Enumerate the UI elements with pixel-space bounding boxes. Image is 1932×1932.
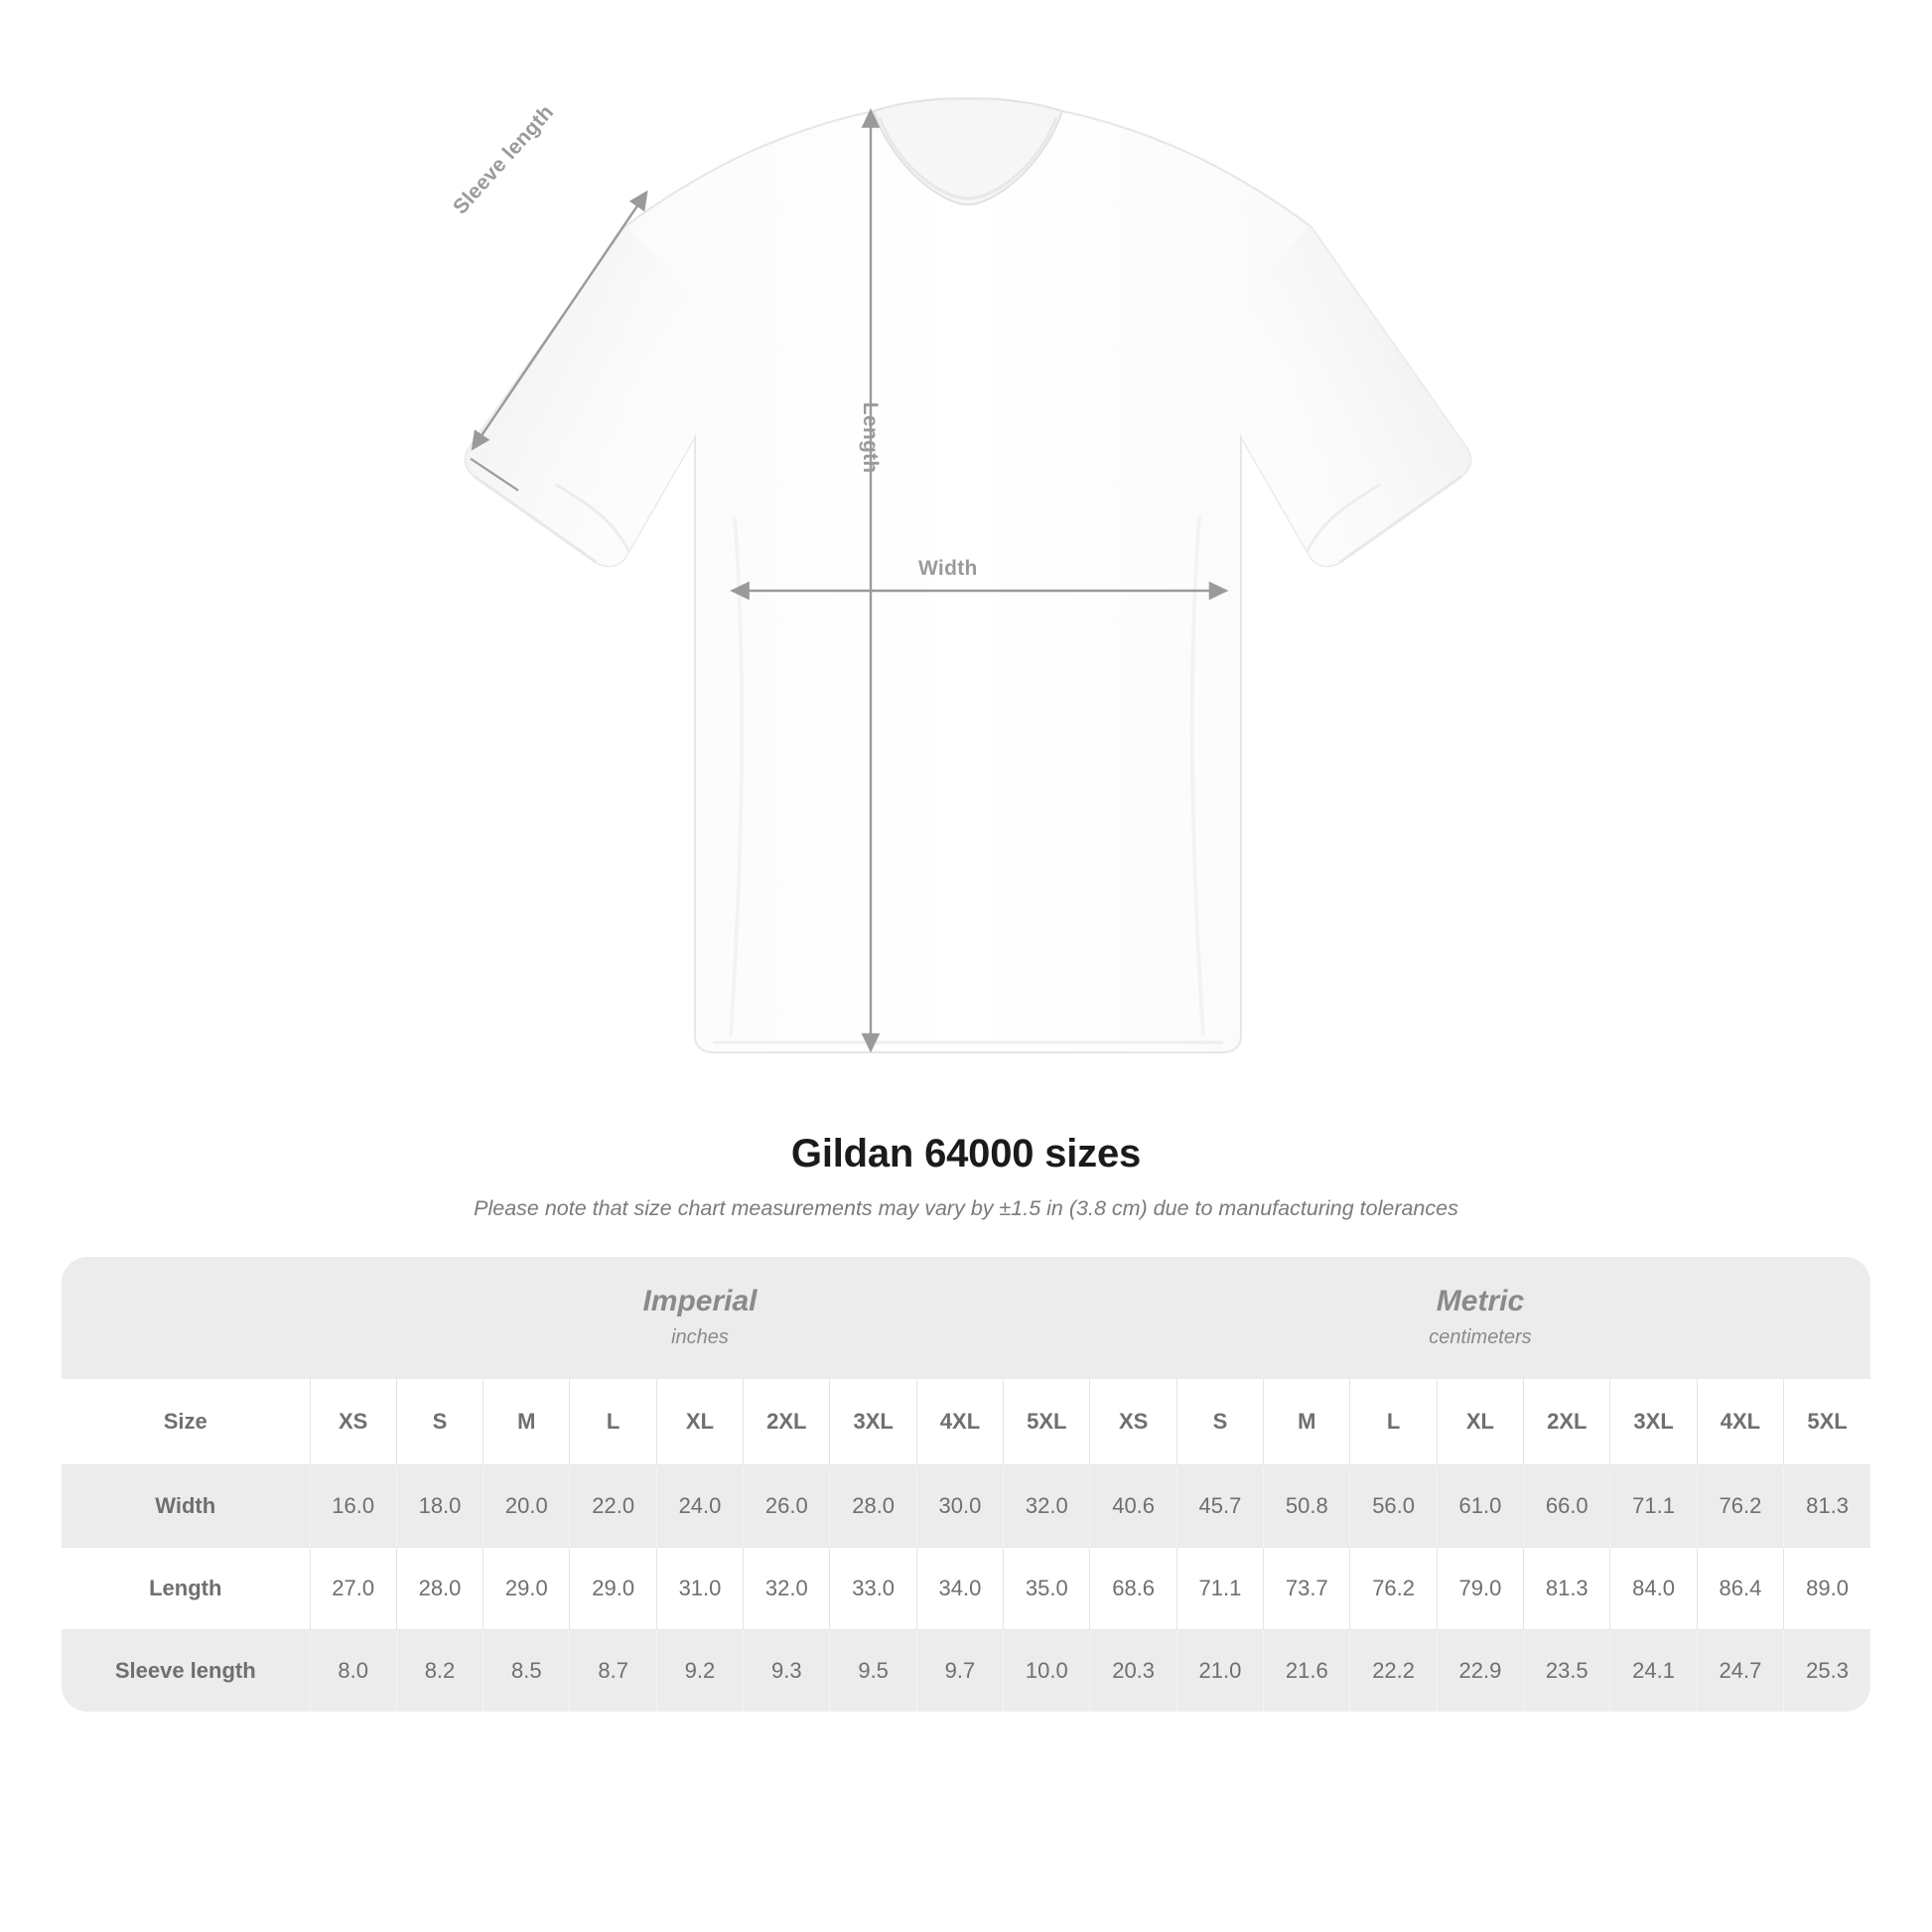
measurement-value: 28.0 bbox=[396, 1547, 483, 1629]
measurement-value: 27.0 bbox=[310, 1547, 396, 1629]
measurement-value: 16.0 bbox=[310, 1464, 396, 1547]
measurement-value: 9.5 bbox=[830, 1629, 916, 1712]
size-header-cell: 5XL bbox=[1004, 1379, 1090, 1465]
measurement-value: 84.0 bbox=[1610, 1547, 1697, 1629]
title-block bbox=[0, 1132, 1932, 1221]
size-table bbox=[62, 1257, 1870, 1712]
system-header-metric bbox=[1090, 1257, 1870, 1379]
measurement-value: 9.7 bbox=[916, 1629, 1003, 1712]
measurement-value: 21.0 bbox=[1176, 1629, 1263, 1712]
system-header-imperial bbox=[310, 1257, 1090, 1379]
measurement-value: 9.3 bbox=[744, 1629, 830, 1712]
measurement-value: 86.4 bbox=[1697, 1547, 1783, 1629]
measurement-value: 73.7 bbox=[1264, 1547, 1350, 1629]
size-header-cell: 3XL bbox=[830, 1379, 916, 1465]
size-header-cell: XL bbox=[656, 1379, 743, 1465]
size-table-wrapper bbox=[62, 1257, 1870, 1712]
measurement-value: 20.3 bbox=[1090, 1629, 1176, 1712]
measurement-value: 20.0 bbox=[483, 1464, 570, 1547]
length-label: Length bbox=[859, 402, 882, 474]
size-header-cell: 3XL bbox=[1610, 1379, 1697, 1465]
measurement-value: 68.6 bbox=[1090, 1547, 1176, 1629]
measurement-value: 22.2 bbox=[1350, 1629, 1437, 1712]
measurement-value: 8.5 bbox=[483, 1629, 570, 1712]
size-header-cell: L bbox=[1350, 1379, 1437, 1465]
size-header-row bbox=[62, 1379, 1870, 1465]
measurement-value: 31.0 bbox=[656, 1547, 743, 1629]
measurement-value: 25.3 bbox=[1784, 1629, 1870, 1712]
measurement-value: 35.0 bbox=[1004, 1547, 1090, 1629]
measurement-value: 76.2 bbox=[1350, 1547, 1437, 1629]
measurement-value: 18.0 bbox=[396, 1464, 483, 1547]
size-header-cell: S bbox=[1176, 1379, 1263, 1465]
size-header-cell: 2XL bbox=[744, 1379, 830, 1465]
measurement-value: 21.6 bbox=[1264, 1629, 1350, 1712]
measurement-label: Sleeve length bbox=[62, 1629, 310, 1712]
measurement-value: 89.0 bbox=[1784, 1547, 1870, 1629]
measurement-value: 10.0 bbox=[1004, 1629, 1090, 1712]
measurement-value: 66.0 bbox=[1524, 1464, 1610, 1547]
measurement-value: 22.0 bbox=[570, 1464, 656, 1547]
measurement-label: Width bbox=[62, 1464, 310, 1547]
measurement-value: 81.3 bbox=[1784, 1464, 1870, 1547]
measurement-value: 29.0 bbox=[570, 1547, 656, 1629]
measurement-value: 8.2 bbox=[396, 1629, 483, 1712]
measurement-value: 34.0 bbox=[916, 1547, 1003, 1629]
width-label: Width bbox=[918, 557, 978, 580]
measurement-value: 71.1 bbox=[1610, 1464, 1697, 1547]
measurement-value: 26.0 bbox=[744, 1464, 830, 1547]
measurement-value: 8.7 bbox=[570, 1629, 656, 1712]
system-unit-metric: centimeters bbox=[1429, 1325, 1532, 1348]
table-row bbox=[62, 1547, 1870, 1629]
size-header-cell: M bbox=[483, 1379, 570, 1465]
sleeve-length-label: Sleeve length bbox=[449, 100, 559, 219]
measurement-value: 81.3 bbox=[1524, 1547, 1610, 1629]
measurement-value: 50.8 bbox=[1264, 1464, 1350, 1547]
measurement-value: 56.0 bbox=[1350, 1464, 1437, 1547]
measurement-value: 29.0 bbox=[483, 1547, 570, 1629]
measurement-value: 61.0 bbox=[1437, 1464, 1523, 1547]
measurement-value: 24.0 bbox=[656, 1464, 743, 1547]
size-header-cell: 2XL bbox=[1524, 1379, 1610, 1465]
measurement-value: 9.2 bbox=[656, 1629, 743, 1712]
measurement-value: 76.2 bbox=[1697, 1464, 1783, 1547]
measurement-value: 28.0 bbox=[830, 1464, 916, 1547]
system-unit-imperial: inches bbox=[671, 1325, 729, 1348]
measurement-value: 30.0 bbox=[916, 1464, 1003, 1547]
size-header-cell: M bbox=[1264, 1379, 1350, 1465]
measurement-value: 24.7 bbox=[1697, 1629, 1783, 1712]
measurement-value: 32.0 bbox=[1004, 1464, 1090, 1547]
measurement-value: 8.0 bbox=[310, 1629, 396, 1712]
size-header-cell: 4XL bbox=[916, 1379, 1003, 1465]
table-corner-cell bbox=[62, 1257, 310, 1379]
size-header-cell: L bbox=[570, 1379, 656, 1465]
size-header-cell: XS bbox=[310, 1379, 396, 1465]
page-title: Gildan 64000 sizes bbox=[790, 1132, 1142, 1175]
system-name-imperial: Imperial bbox=[642, 1285, 758, 1317]
size-header-cell: XL bbox=[1437, 1379, 1523, 1465]
measurement-value: 23.5 bbox=[1524, 1629, 1610, 1712]
measurement-label: Length bbox=[62, 1547, 310, 1629]
measurement-value: 24.1 bbox=[1610, 1629, 1697, 1712]
system-name-metric: Metric bbox=[1436, 1285, 1525, 1317]
size-header-cell: 5XL bbox=[1784, 1379, 1870, 1465]
table-row bbox=[62, 1464, 1870, 1547]
tolerance-note: Please note that size chart measurements may vary by ±1.5 in (3.8 cm) due to manufacturing tolerances bbox=[474, 1196, 1458, 1220]
measurement-value: 33.0 bbox=[830, 1547, 916, 1629]
measurement-value: 71.1 bbox=[1176, 1547, 1263, 1629]
table-row bbox=[62, 1629, 1870, 1712]
size-header-cell: 4XL bbox=[1697, 1379, 1783, 1465]
system-header-row bbox=[62, 1257, 1870, 1379]
measurement-value: 32.0 bbox=[744, 1547, 830, 1629]
size-row-label: Size bbox=[62, 1379, 310, 1465]
measurement-value: 79.0 bbox=[1437, 1547, 1523, 1629]
measurement-value: 45.7 bbox=[1176, 1464, 1263, 1547]
size-header-cell: S bbox=[396, 1379, 483, 1465]
measurement-value: 22.9 bbox=[1437, 1629, 1523, 1712]
measurement-value: 40.6 bbox=[1090, 1464, 1176, 1547]
size-header-cell: XS bbox=[1090, 1379, 1176, 1465]
